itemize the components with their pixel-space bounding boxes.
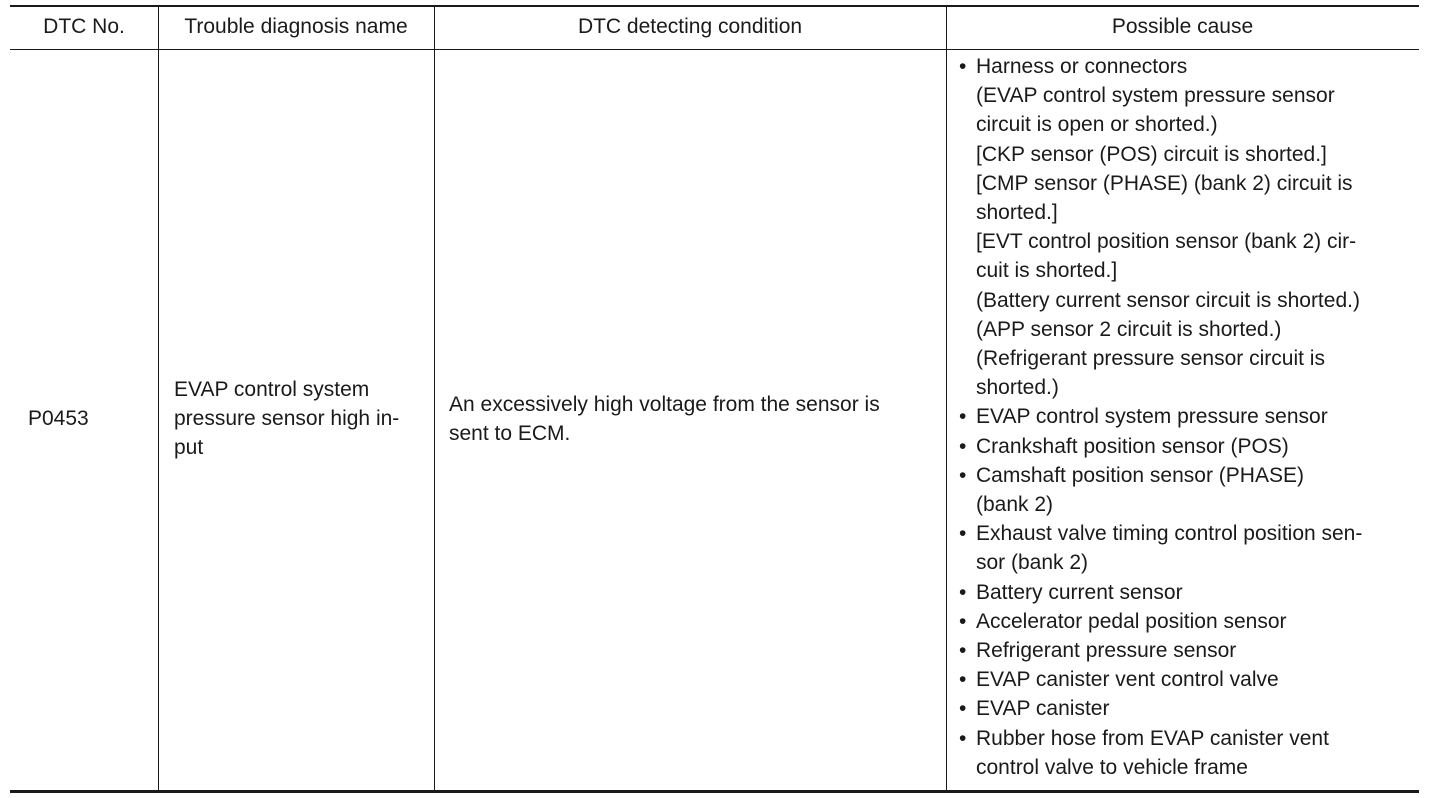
cause-details: (EVAP control system pressure sensor circuit is open or shorted.) [CKP sensor (POS) circuit is shorted.] [CMP sensor (PHASE) (bank 2) circuit is shorted.] [EVT control position sensor (bank 2) cir- cuit is shorted.] (Battery current sensor circuit is shorted.) (APP sensor 2 circuit is shorted.) (Refrigerant pressure sensor circuit is shorted.) [976, 84, 1360, 400]
cause-text: Harness or connectors [976, 55, 1188, 78]
header-divider [10, 49, 1419, 50]
bullet-icon: • [959, 580, 967, 604]
cause-text: Exhaust valve timing control position sen- sor (bank 2) [976, 522, 1363, 575]
column-divider-2 [434, 5, 435, 793]
cause-text: Camshaft position sensor (PHASE) (bank 2) [976, 463, 1304, 517]
cell-dtc-no: P0453 [28, 407, 89, 430]
bullet-icon: • [959, 434, 967, 458]
bullet-icon: • [959, 405, 967, 429]
bullet-icon: • [959, 726, 967, 750]
header-dtc-detecting-condition: DTC detecting condition [577, 15, 803, 38]
cause-list-item [946, 636, 1416, 665]
cause-list-item [946, 665, 1416, 694]
cause-text: EVAP canister [976, 697, 1110, 721]
bullet-icon: • [959, 55, 967, 78]
cause-text: Battery current sensor [976, 580, 1183, 604]
bullet-icon: • [959, 668, 967, 692]
cause-list-item [946, 694, 1416, 723]
cell-trouble-diagnosis-name: EVAP control system pressure sensor high in- put [174, 378, 400, 460]
column-divider-1 [158, 5, 159, 793]
cause-text: Rubber hose from EVAP canister vent control valve to vehicle frame [976, 726, 1329, 779]
table-bottom-border [10, 790, 1419, 793]
cause-text: EVAP control system pressure sensor [976, 405, 1328, 429]
header-possible-cause: Possible cause [1111, 15, 1254, 38]
bullet-icon: • [959, 463, 967, 487]
cause-text: Refrigerant pressure sensor [976, 639, 1237, 663]
bullet-icon: • [959, 522, 967, 546]
cause-list-item [946, 607, 1416, 636]
cause-list-item [946, 402, 1416, 431]
cause-list-item [946, 461, 1416, 519]
bullet-icon: • [959, 609, 967, 633]
cause-text: EVAP canister vent control valve [976, 668, 1279, 692]
bullet-icon: • [959, 697, 967, 721]
cause-list-item [946, 578, 1416, 607]
cause-list-item [946, 724, 1416, 782]
cause-list-item [946, 52, 1416, 402]
cause-list-item [946, 432, 1416, 461]
cause-list-item [946, 519, 1416, 577]
cause-text: Accelerator pedal position sensor [976, 609, 1287, 633]
header-trouble-diagnosis-name: Trouble diagnosis name [184, 15, 408, 38]
cell-dtc-detecting-condition: An excessively high voltage from the sensor is sent to ECM. [449, 393, 880, 446]
header-dtc-no: DTC No. [43, 15, 125, 38]
possible-cause-list [946, 52, 1416, 782]
bullet-icon: • [959, 639, 967, 663]
cause-text: Crankshaft position sensor (POS) [976, 434, 1289, 458]
